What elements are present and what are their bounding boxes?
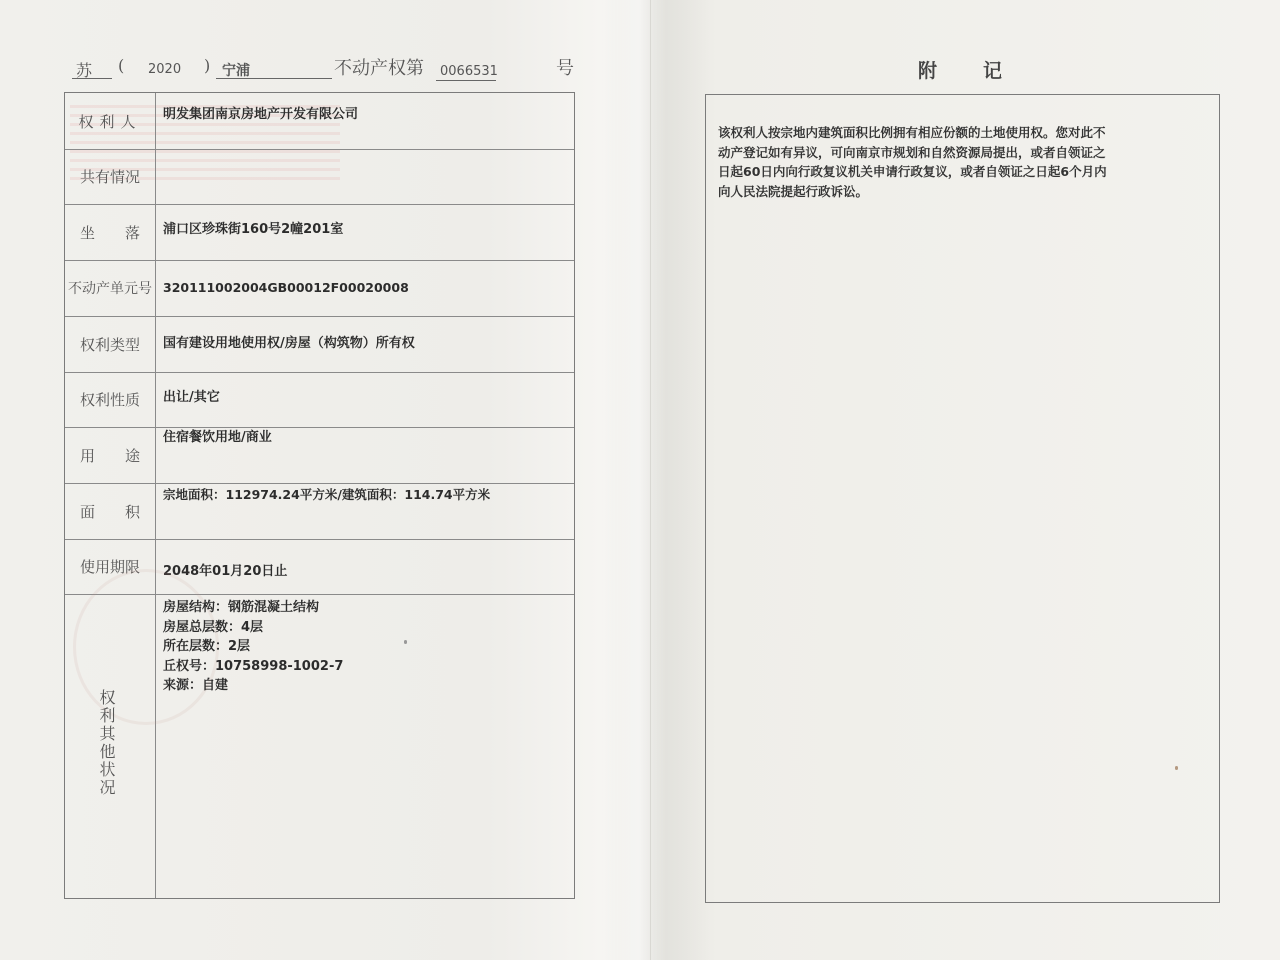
label-location: 坐 落 xyxy=(79,223,140,242)
header-serial: 0066531 xyxy=(440,64,498,79)
row-area xyxy=(65,483,574,540)
other-line: 房屋结构：钢筋混凝土结构 xyxy=(163,600,320,615)
row-unit-number xyxy=(65,260,574,317)
other-line: 所在层数：2层 xyxy=(163,639,251,654)
remarks-box xyxy=(705,94,1220,903)
label-co-ownership: 共有情况 xyxy=(79,168,140,186)
row-right-type xyxy=(65,316,574,373)
remark-line: 动产登记如有异议，可向南京市规划和自然资源局提出，或者自领证之 xyxy=(718,144,1106,160)
header-province: 苏 xyxy=(76,61,93,80)
row-usage xyxy=(65,427,574,484)
label-other-status: 权利其他状况 xyxy=(97,689,116,797)
other-line: 丘权号：10758998-1002-7 xyxy=(163,658,344,674)
other-line: 房屋总层数：4层 xyxy=(163,619,264,635)
remarks-title: 附记 xyxy=(918,60,1049,82)
remark-line: 日起60日内向行政复议机关申请行政复议，或者自领证之日起6个月内 xyxy=(718,164,1107,179)
header-city: 宁浦 xyxy=(222,63,250,79)
value-term: 2048年01月20日止 xyxy=(163,564,288,579)
value-usage: 住宿餐饮用地/商业 xyxy=(163,430,272,445)
remark-line: 该权利人按宗地内建筑面积比例拥有相应份额的土地使用权。您对此不 xyxy=(718,125,1106,140)
row-location xyxy=(65,204,574,261)
row-other-status xyxy=(65,594,574,898)
value-area: 宗地面积：112974.24平方米/建筑面积：114.74平方米 xyxy=(163,487,491,502)
row-co-ownership xyxy=(65,149,574,205)
label-usage: 用 途 xyxy=(79,446,140,465)
value-location: 浦口区珍珠街160号2幢201室 xyxy=(163,222,344,237)
page-fold xyxy=(650,0,651,960)
property-info-table xyxy=(64,92,575,899)
page-spine-shading xyxy=(600,0,710,960)
value-right-nature: 出让/其它 xyxy=(163,390,220,405)
remarks-text xyxy=(718,123,1198,201)
value-unit-number: 320111002004GB00012F00020008 xyxy=(163,280,409,295)
value-right-type: 国有建设用地使用权/房屋（构筑物）所有权 xyxy=(163,336,415,351)
header-year: 2020 xyxy=(148,62,182,77)
header-cert-text: 不动产权第 xyxy=(334,58,424,79)
label-right-nature: 权利性质 xyxy=(79,391,140,409)
label-right-holder: 权利人 xyxy=(78,112,142,131)
paper-speck xyxy=(404,640,407,644)
label-right-type: 权利类型 xyxy=(79,335,140,354)
certificate-header: 苏 ( 2020 ) 宁浦 不动产权第 0066531 号 xyxy=(66,50,586,86)
label-term: 使用期限 xyxy=(79,558,140,576)
value-right-holder: 明发集团南京房地产开发有限公司 xyxy=(163,107,359,122)
header-suffix: 号 xyxy=(556,58,574,79)
row-right-nature xyxy=(65,372,574,428)
remark-line: 向人民法院提起行政诉讼。 xyxy=(718,183,869,199)
other-line: 来源：自建 xyxy=(163,678,229,693)
label-area: 面 积 xyxy=(79,502,140,521)
other-status-lines xyxy=(163,598,343,696)
paper-speck xyxy=(1175,766,1178,770)
label-unit-number: 不动产单元号 xyxy=(68,281,152,297)
row-right-holder xyxy=(65,93,574,150)
